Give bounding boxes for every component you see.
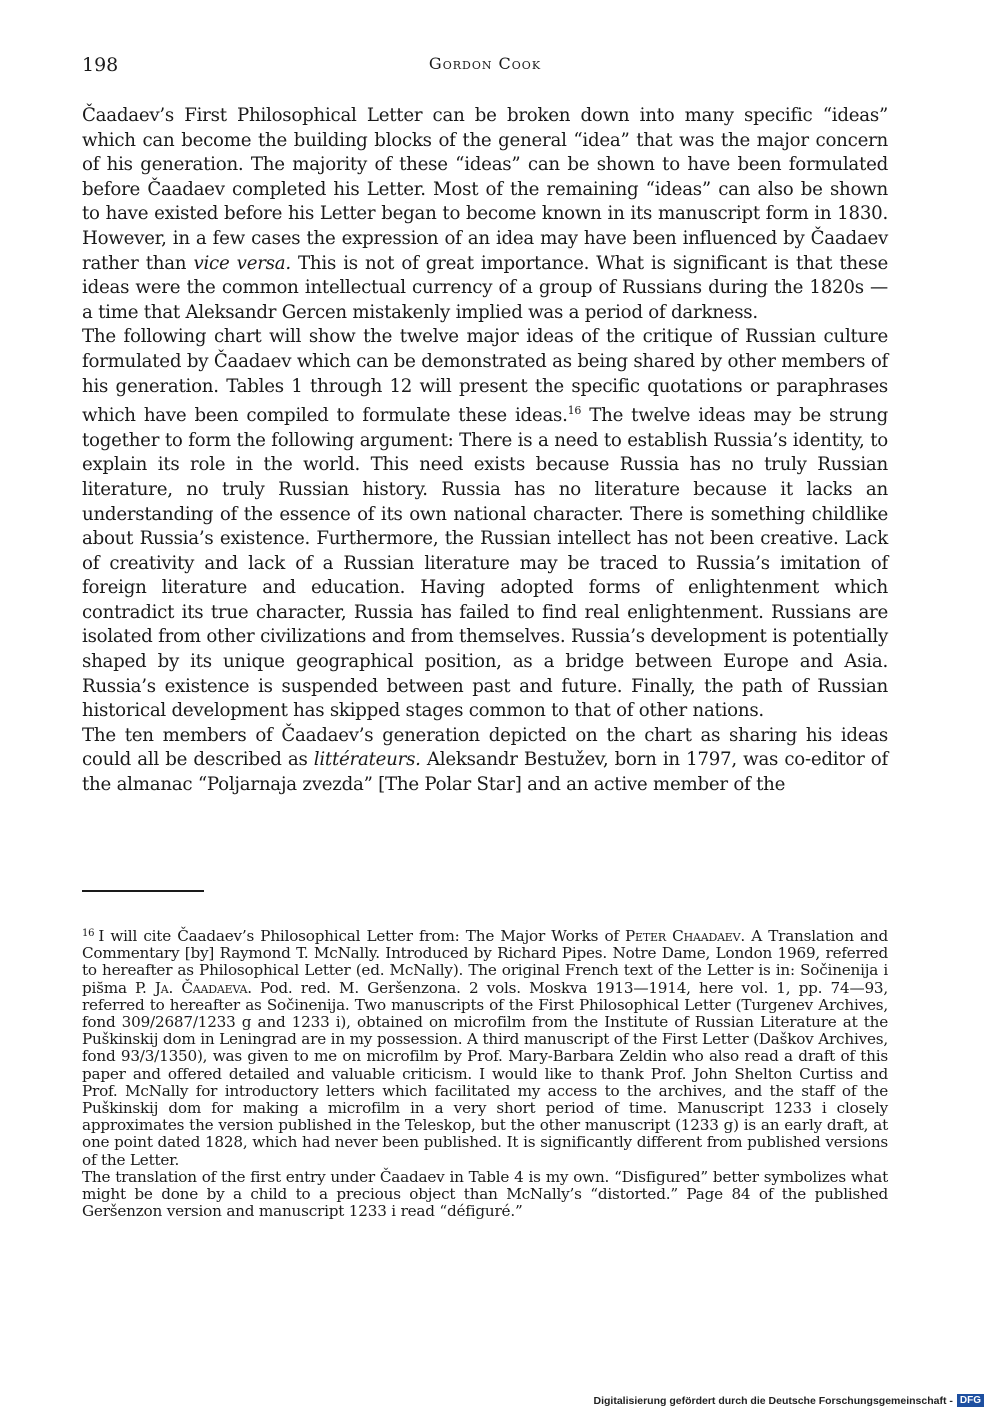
footnote-16 (82, 925, 888, 1169)
paragraph-3 (82, 724, 888, 798)
footnote-number: 16 (82, 928, 95, 939)
footnote-divider (82, 890, 204, 892)
paragraph-1-italic: vice versa. (193, 252, 291, 274)
paragraph-3-text-b: Aleksandr Bestužev, born in 1797, was co-editor of the almanac “Poljarnaja zvezda” [The Polar Star] and an active member of the (82, 749, 888, 796)
footnote-16-text-a: I will cite Čaadaev’s Philosophical Letter from: The Major Works of (98, 927, 626, 945)
page-header (82, 54, 888, 80)
body-text (82, 104, 888, 798)
paragraph-3-italic: littérateurs. (313, 749, 421, 771)
paragraph-1-text-b: This is not of great importance. What is significant is that these ideas were the common intellectual currency of a group of Russians during the 1820s — a time that Aleksandr Gercen mistakenly implied was a period of darkness. (82, 252, 888, 323)
paragraph-3-text-a: The ten members of Čaadaev’s generation depicted on the chart as sharing his ideas could all be described as (82, 724, 888, 771)
footnote-16-text-b: . A Translation and Commentary [by] Raymond T. McNally. Introduced by Richard Pipes. Notre Dame, London 1969, referred to hereafter as Philosophical Letter (ed. McNally). The original French text of the Letter is in: Sočinenija i pis̆ma P. (82, 927, 889, 997)
footnote-16-author-2: Ja. Čaadaeva (154, 978, 248, 997)
paragraph-1 (82, 104, 888, 325)
footnote-16-continuation: The translation of the first entry under Čaadaev in Table 4 is my own. “Disfigured” better symbolizes what might be done by a child to a precious object than McNally’s “distorted.” Page 84 of the published Geršenzon version and manuscript 1233 i read “défiguré.” (82, 1167, 888, 1221)
running-head: Gordon Cook (428, 54, 542, 73)
credit-text: Digitalisierung gefördert durch die Deutsche Forschungsgemeinschaft - (593, 1394, 953, 1407)
footnotes (82, 925, 888, 1220)
dfg-logo: DFG (957, 1394, 984, 1407)
page-number: 198 (82, 54, 119, 76)
paragraph-2 (82, 325, 888, 724)
paragraph-1-text-a: Čaadaev’s First Philosophical Letter can be broken down into many specific “ideas” which can become the building blocks of the general “idea” that was the major concern of his generation. The majority of these “ideas” can be shown to have been formulated before Čaadaev completed his Letter. Most of the remaining “ideas” can also be shown to have existed before his Letter began to become known in its manuscript form in 1830. However, in a few cases the expression of an idea may have been influenced by Čaadaev rather than (82, 105, 888, 274)
footnote-reference: 16 (567, 404, 582, 418)
footnote-16-author-1: Peter Chaadaev (625, 927, 741, 945)
paragraph-2-text-a: The following chart will show the twelve major ideas of the critique of Russian culture formulated by Čaadaev which can be demonstrated as being shared by other members of his generation. Tables 1 through 12 will present the specific quotations or paraphrases which have been compiled to formulate these ideas. (82, 326, 888, 427)
paragraph-2-text-b: The twelve ideas may be strung together to form the following argument: There is a need to establish Russia’s identity, to explain its role in the world. This need exists because Russia has no truly Russian literature, no truly Russian history. Russia has no literature because it lacks an understanding of the essence of its own national character. There is something childlike about Russia’s existence. Furthermore, the Russian intellect has not been creative. Lack of creativity and lack of a Russian literature may be traced to Russia’s imitation of foreign literature and education. Having adopted forms of enlightenment which contradict its true character, Russia has failed to find real enlightenment. Russians are isolated from other civilizations and from themselves. Russia’s development is potentially shaped by its unique geographical position, as a bridge between Europe and Asia. Russia’s existence is suspended between past and future. Finally, the path of Russian historical development has skipped stages common to that of other nations. (82, 405, 888, 722)
digitization-credit (594, 1394, 985, 1407)
footnote-16-text-c: . Pod. red. M. Geršenzona. 2 vols. Moskva 1913—1914, here vol. 1, pp. 74—93, referred to hereafter as Sočinenija. Two manuscripts of the First Philosophical Letter (Turgenev Archives, fond 309/2687/1233 g and 1233 i), obtained on microfilm from the Institute of Russian Literature at the Puškinskij dom in Leningrad are in my possession. A third manuscript of the First Letter (Daškov Archives, fond 93/3/1350), was given to me on microfilm by Prof. Mary-Barbara Zeldin who also read a draft of this paper and offered detailed and valuable criticism. I would like to thank Prof. John Shelton Curtiss and Prof. McNally for introductory letters which facilitated my access to the archives, and the staff of the Puškinskij dom for making a microfilm in a very short period of time. Manuscript 1233 i closely approximates the version published in the Teleskop, but the other manuscript (1233 g) is an early draft, at one point dated 1828, which had never been published. It is significantly different from published versions of the Letter. (82, 978, 888, 1169)
